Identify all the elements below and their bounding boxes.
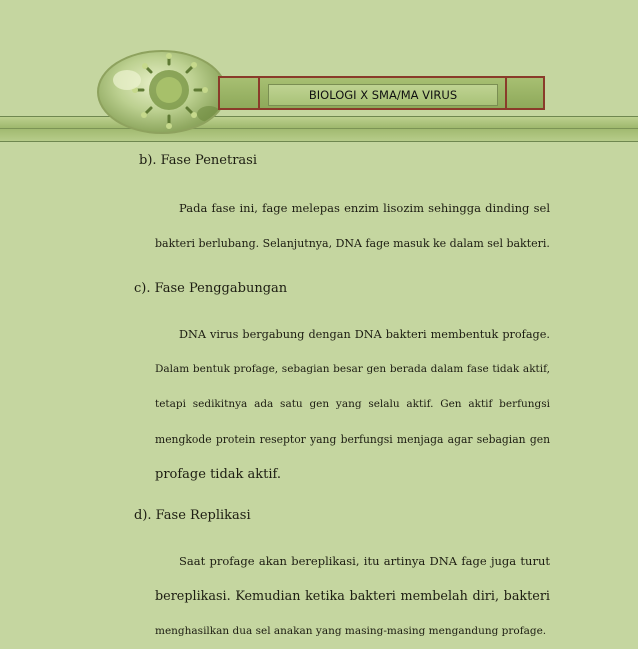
section-paragraph (155, 191, 550, 261)
paragraph-line: mengkode protein reseptor yang berfungsi menjaga agar sebagian gen (155, 433, 550, 446)
paragraph-line: Pada fase ini, fage melepas enzim lisozim sehingga dinding sel (179, 201, 550, 215)
section-heading: c). Fase Penggabungan (134, 281, 288, 296)
paragraph-line: profage tidak aktif. (155, 467, 282, 482)
section-heading: b). Fase Penetrasi (139, 153, 257, 168)
paragraph-line: Saat profage akan bereplikasi, itu artinya DNA fage juga turut (179, 554, 550, 568)
paragraph-line: bakteri berlubang. Selanjutnya, DNA fage masuk ke dalam sel bakteri. (155, 237, 550, 250)
section-paragraph (155, 317, 550, 492)
section-paragraph (155, 544, 550, 649)
paragraph-line: DNA virus bergabung dengan DNA bakteri membentuk profage. (179, 328, 550, 341)
paragraph-line: Dalam bentuk profage, sebagian besar gen berada dalam fase tidak aktif, (155, 363, 550, 375)
page-title: BIOLOGI X SMA/MA VIRUS (268, 84, 498, 106)
paragraph-line: menghasilkan dua sel anakan yang masing-masing mengandung profage. (155, 625, 547, 637)
paragraph-line: bereplikasi. Kemudian ketika bakteri membelah diri, bakteri (155, 589, 550, 604)
section-heading: d). Fase Replikasi (134, 508, 251, 523)
paragraph-line: tetapi sedikitnya ada satu gen yang selalu aktif. Gen aktif berfungsi (155, 398, 550, 410)
